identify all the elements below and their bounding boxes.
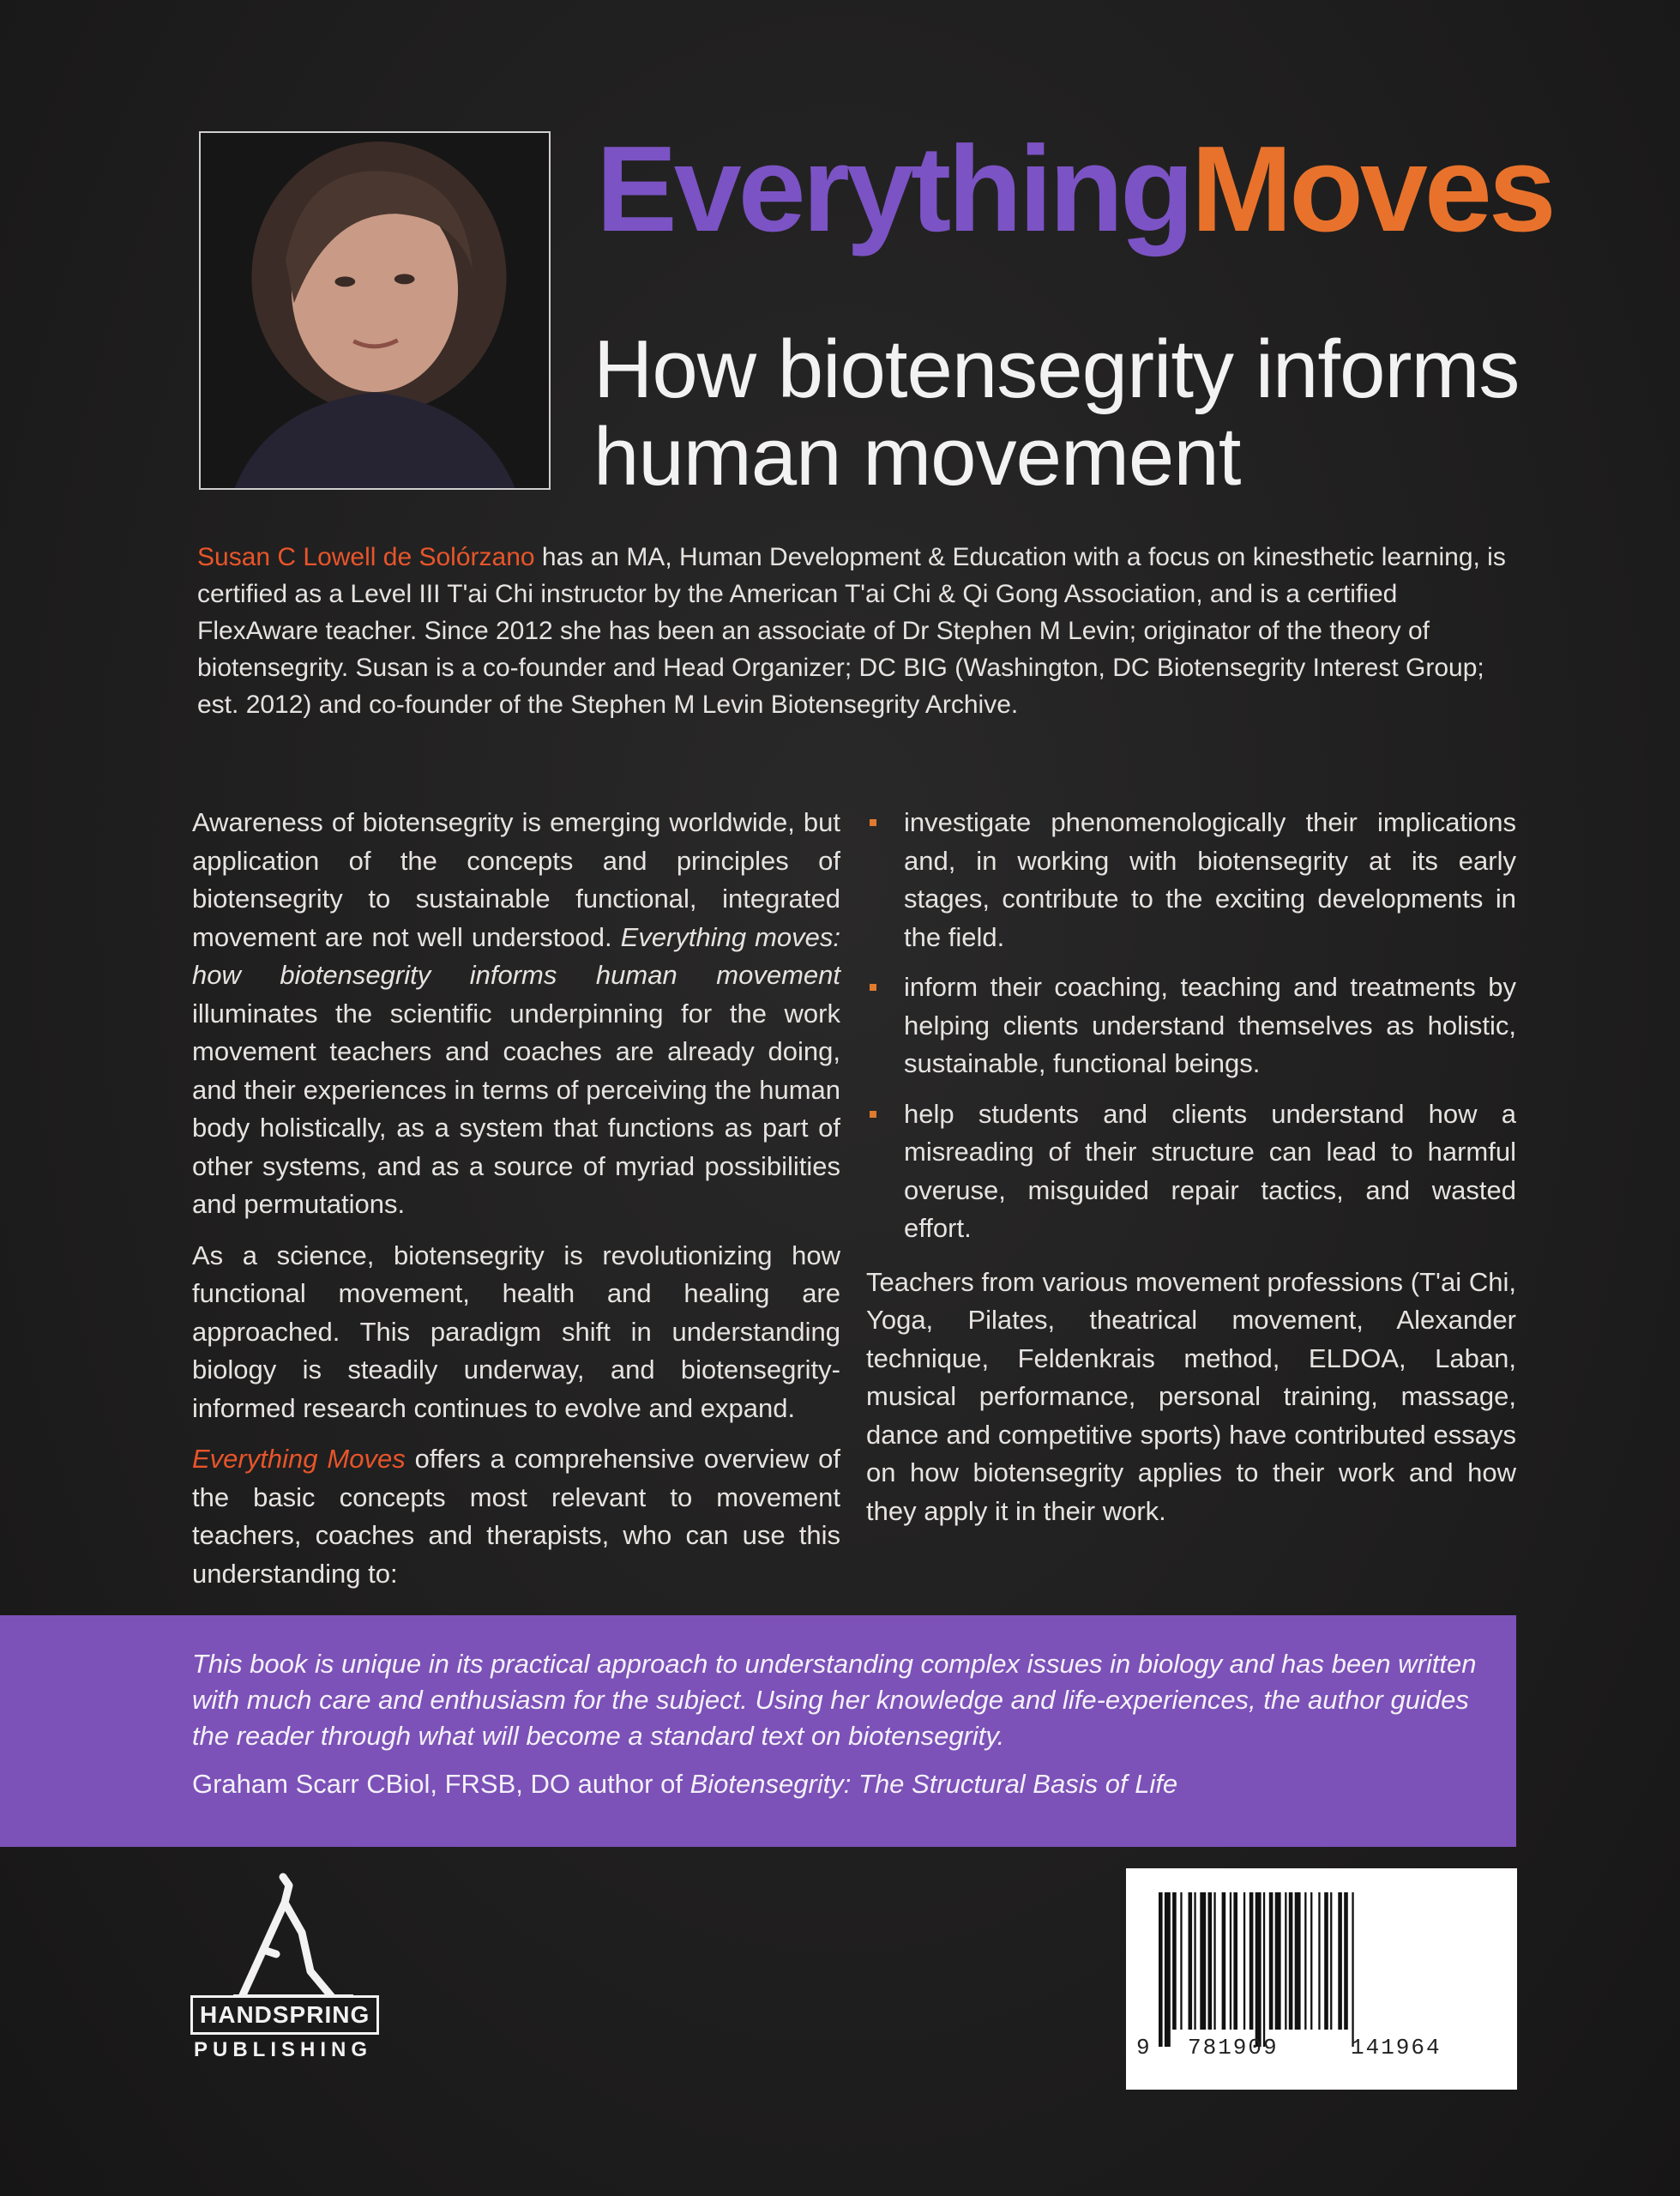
- barcode-bar: [1304, 1892, 1306, 2030]
- bullet-item: [866, 804, 1516, 956]
- left-column: [192, 804, 840, 1606]
- bullet-list: [866, 804, 1516, 1248]
- isbn-barcode: [1126, 1868, 1517, 2090]
- author-bio: [197, 539, 1518, 723]
- barcode-bar: [1318, 1892, 1320, 2030]
- barcode-bars: [1159, 1892, 1493, 2047]
- barcode-bar: [1330, 1892, 1332, 2030]
- barcode-bar: [1222, 1892, 1226, 2030]
- barcode-bar: [1249, 1892, 1254, 2030]
- paragraph-awareness-text-a: Awareness of biotensegrity is emerging worldwide, but application of the concepts and principles of biotensegrity to sustainable functional, integrated movement are not well understood.: [192, 807, 840, 952]
- bullet-text: help students and clients understand how a misreading of their structure can lead to harmful overuse, misguided repair tactics, and wasted effort.: [904, 1098, 1516, 1243]
- barcode-digits-right: 141964: [1351, 2035, 1442, 2060]
- paragraph-overview-text: offers a comprehensive overview of the basic concepts most relevant to movement teachers, coaches and therapists, who can use this understanding to:: [192, 1444, 841, 1589]
- barcode-bar: [1159, 1892, 1163, 2047]
- paragraph-awareness: [192, 804, 840, 1224]
- bullet-item: [866, 968, 1516, 1083]
- author-bio-text: has an MA, Human Development & Education with a focus on kinesthetic learning, is certified as a Level III T'ai Chi instructor by the American T'ai Chi & Qi Gong Association, and is a certified FlexAware teacher. Since 2012 she has been an associate of Dr Stephen M Levin; originator of the theory of biotensegrity. Susan is a co-founder and Head Organizer; DC BIG (Washington, DC Biotensegrity Interest Group; est. 2012) and co-founder of the Stephen M Levin Biotensegrity Archive.: [197, 543, 1506, 719]
- barcode-bar: [1255, 1892, 1262, 2047]
- barcode-bar: [1194, 1892, 1195, 2030]
- barcode-bar: [1165, 1892, 1171, 2047]
- bullet-text: inform their coaching, teaching and treatments by helping clients understand themselves as holistic, sustainable, functional beings.: [904, 972, 1516, 1078]
- endorsement-book-title: Biotensegrity: The Structural Basis of Life: [689, 1769, 1178, 1799]
- author-photo: [199, 131, 551, 490]
- author-name: Susan C Lowell de Solórzano: [197, 543, 535, 571]
- publisher-name: HANDSPRING: [190, 1995, 379, 2035]
- barcode-bar: [1295, 1892, 1301, 2030]
- bullet-item: [866, 1095, 1516, 1248]
- barcode-bar: [1275, 1892, 1281, 2030]
- book-subtitle: How biotensegrity informs human movement: [593, 323, 1520, 503]
- barcode-bar: [1263, 1892, 1265, 2047]
- publisher-logo: [182, 1868, 388, 2074]
- book-title: [596, 121, 1553, 257]
- paragraph-awareness-text-b: illuminates the scientific underpinning for the work movement teachers and coaches are already doing, and their experiences in terms of perceiving the human body holistically, as a system that functions as part of other systems, and as a source of myriad possibilities and permutations.: [192, 998, 840, 1219]
- endorsement-quote: This book is unique in its practical approach to understanding complex issues in biology and has been written with much care and enthusiasm for the subject. Using her knowledge and life-experiences, the author guides the reader through what will become a standard text on biotensegrity.: [192, 1649, 1477, 1751]
- barcode-lead-digit: 9: [1136, 2035, 1150, 2060]
- handspring-figure-icon: [182, 1868, 388, 2014]
- barcode-bar: [1208, 1892, 1213, 2030]
- barcode-bar: [1172, 1892, 1177, 2030]
- bullet-marker-icon: [870, 1111, 876, 1118]
- title-everything: Everything: [596, 121, 1191, 257]
- endorsement-attribution: [192, 1766, 1516, 1802]
- paragraph-science: As a science, biotensegrity is revolutionizing how functional movement, health and healing are approached. This paradigm shift in understanding biology is steadily underway, and biotensegrity-informed research continues to evolve and expand.: [192, 1240, 840, 1423]
- barcode-bar: [1289, 1892, 1293, 2030]
- barcode-bar: [1233, 1892, 1237, 2030]
- bullet-marker-icon: [870, 819, 876, 826]
- barcode-bar: [1230, 1892, 1231, 2030]
- author-portrait-image: [201, 133, 549, 488]
- endorsement-band: [0, 1615, 1516, 1847]
- bullet-text: investigate phenomenologically their implications and, in working with biotensegrity at its early stages, contribute to the exciting developments in the field.: [904, 807, 1516, 952]
- barcode-bar: [1243, 1892, 1245, 2030]
- paragraph-overview-book-title: Everything Moves: [192, 1444, 406, 1474]
- barcode-bar: [1180, 1892, 1182, 2030]
- barcode-bar: [1344, 1892, 1348, 2030]
- right-column: [866, 804, 1516, 1543]
- paragraph-awareness-book-title: Everything moves: how biotensegrity informs human movement: [192, 921, 840, 990]
- bullet-marker-icon: [870, 984, 876, 991]
- barcode-bar: [1200, 1892, 1206, 2030]
- endorsement-author: Graham Scarr CBiol, FRSB, DO author of: [192, 1769, 690, 1799]
- publisher-subtitle: PUBLISHING: [194, 2038, 373, 2061]
- barcode-bar: [1338, 1892, 1342, 2030]
- paragraph-overview: [192, 1440, 840, 1593]
- barcode-bar: [1189, 1892, 1193, 2030]
- paragraph-teachers: Teachers from various movement professions (T'ai Chi, Yoga, Pilates, theatrical movement, Alexander technique, Feldenkrais method, ELDOA, Laban, musical performance, personal training, massage, dance and competitive sports) have contributed essays on how biotensegrity applies to their work and how they apply it in their work.: [866, 1266, 1516, 1526]
- barcode-bar: [1324, 1892, 1328, 2030]
- barcode-bar: [1269, 1892, 1274, 2030]
- title-moves: Moves: [1190, 121, 1553, 257]
- barcode-bar: [1285, 1892, 1286, 2030]
- barcode-bar: [1352, 1892, 1353, 2047]
- barcode-bar: [1213, 1892, 1215, 2030]
- barcode-digits-left: 781909: [1188, 2035, 1279, 2060]
- barcode-bar: [1310, 1892, 1312, 2030]
